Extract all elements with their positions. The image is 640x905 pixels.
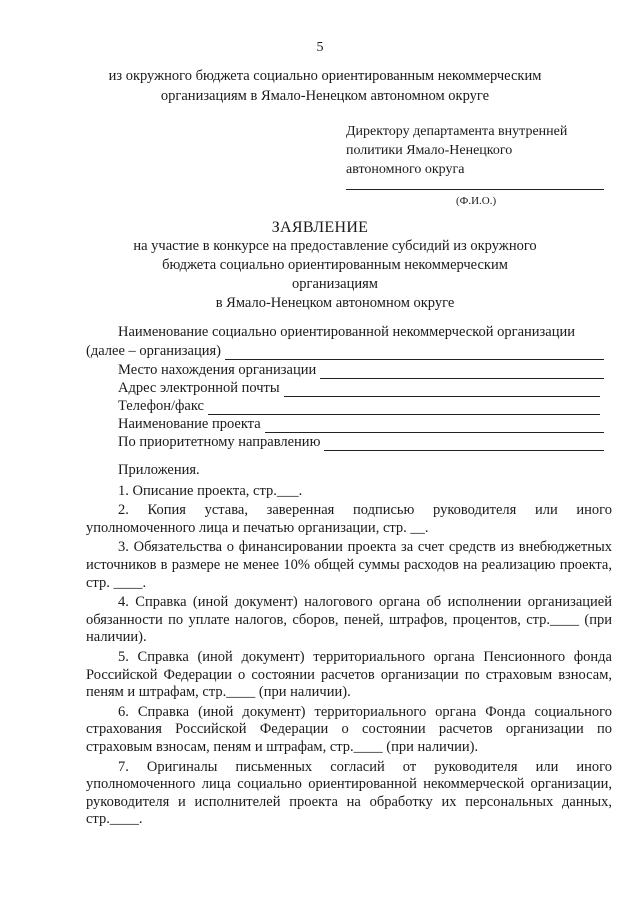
location-label: Место нахождения организации (118, 362, 317, 378)
attachment-item: 6. Справка (иной документ) территориального органа Фонда социального страхования Российской Федерации о состоянии расчетов организации по страховым взносам, пеням и штрафам, стр.____ (при наличии). (86, 703, 612, 755)
phone-row (86, 397, 600, 415)
document-title: ЗАЯВЛЕНИЕ (271, 219, 369, 236)
subtitle-line: в Ямало-Ненецком автономном округе (215, 295, 455, 311)
fio-caption: (Ф.И.О.) (456, 195, 497, 207)
org-name-row (86, 323, 606, 341)
header-caption-line: организациям в Ямало-Ненецком автономном округе (160, 88, 490, 104)
org-name-label-cont: (далее – организация) (86, 343, 221, 359)
attachment-item: 4. Справка (иной документ) налогового органа об исполнении организацией обязанности по уплате налогов, сборов, пеней, штрафов, процентов, стр.____ (при наличии). (86, 594, 612, 646)
email-field[interactable] (284, 382, 600, 397)
location-row (86, 361, 604, 379)
attachment-item: 5. Справка (иной документ) территориального органа Пенсионного фонда Российской Федерации о состоянии расчетов организации по страховым взносам, пеням и штрафам, стр.____ (при наличии). (86, 648, 612, 701)
org-name-label: Наименование социально ориентированной некоммерческой организации (118, 324, 575, 340)
priority-label: По приоритетному направлению (118, 434, 321, 450)
priority-field[interactable] (324, 436, 604, 451)
email-row (86, 379, 600, 397)
email-label: Адрес электронной почты (118, 380, 280, 396)
document-subtitle (120, 237, 550, 313)
project-name-field[interactable] (265, 418, 604, 433)
location-field[interactable] (320, 364, 604, 379)
recipient-line: политики Ямало-Ненецкого (346, 143, 513, 158)
recipient-line: автономного округа (346, 162, 465, 177)
attachments-section (86, 462, 612, 831)
recipient-block (346, 122, 616, 207)
attachment-item: 3. Обязательства о финансировании проекта за счет средств из внебюджетных источников в размере не менее 10% общей суммы расходов на реализацию проекта, стр. ____. (86, 539, 612, 591)
project-name-label: Наименование проекта (118, 416, 261, 432)
subtitle-line: бюджета социально ориентированным некоммерческим организациям (162, 257, 508, 292)
org-name-field-row (86, 342, 604, 360)
header-caption-line: из окружного бюджета социально ориентированным некоммерческим (108, 68, 542, 84)
phone-label: Телефон/факс (118, 398, 204, 414)
attachment-item: 7. Оригиналы письменных согласий от руководителя или иного уполномоченного лица социально ориентированной некоммерческой организации, руководителя и исполнителей проекта на обработку их персональных данных, стр.____. (86, 758, 612, 828)
attachment-item: 1. Описание проекта, стр.___. (118, 482, 303, 499)
priority-row (86, 433, 604, 451)
header-caption (90, 66, 560, 106)
page-number: 5 (316, 40, 324, 55)
org-name-field[interactable] (225, 345, 604, 360)
recipient-line: Директору департамента внутренней (346, 124, 568, 139)
attachment-item: 2. Копия устава, заверенная подписью руководителя или иного уполномоченного лица и печатью организации, стр. __. (86, 502, 612, 536)
fio-signature-line (346, 189, 604, 190)
subtitle-line: на участие в конкурсе на предоставление субсидий из окружного (133, 238, 537, 254)
project-name-row (86, 415, 604, 433)
phone-field[interactable] (208, 400, 600, 415)
attachments-heading: Приложения. (118, 462, 200, 478)
